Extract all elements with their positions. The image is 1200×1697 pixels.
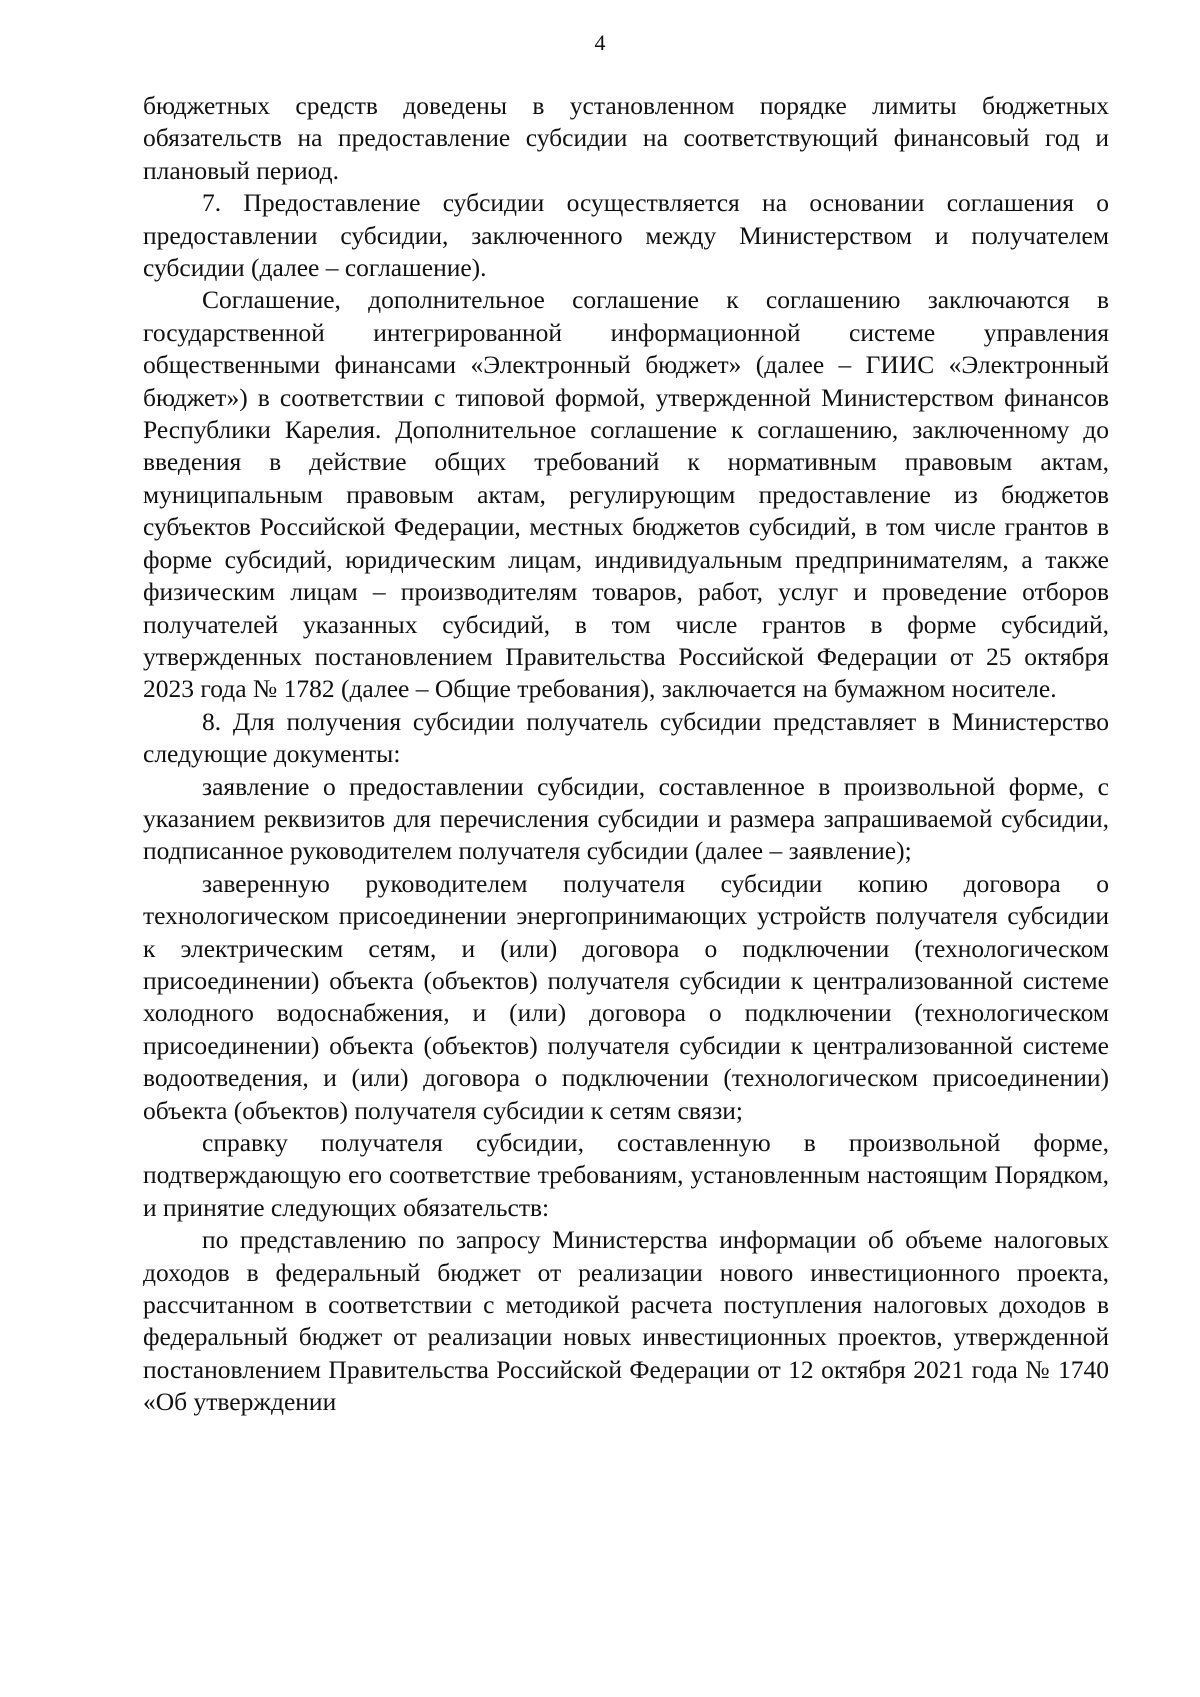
paragraph-certificate: справку получателя субсидии, составленную в произвольной форме, подтверждающую его соответствие требованиям, установленным настоящим Порядком, и принятие следующих обязательств: <box>143 1128 1109 1222</box>
paragraph-tax-info: по представлению по запросу Министерства информации об объеме налоговых доходов в федеральный бюджет от реализации нового инвестиционного проекта, рассчитанном в соответствии с методикой расчета поступления налоговых доходов в федеральный бюджет от реализации новых инвестиционных проектов, утвержденной постановлением Правительства Российской Федерации от 12 октября 2021 года № 1740 «Об утверждении <box>143 1225 1109 1417</box>
paragraph-item-7: 7. Предоставление субсидии осуществляется на основании соглашения о предоставлении субсидии, заключенного между Министерством и получателем субсидии (далее – соглашение). <box>143 188 1109 283</box>
paragraph-budget-limits: бюджетных средств доведены в установленном порядке лимиты бюджетных обязательств на предоставление субсидии на соответствующий финансовый год и плановый период. <box>143 91 1109 185</box>
document-body <box>143 90 1109 1419</box>
paragraph-contract-copy: заверенную руководителем получателя субсидии копию договора о технологическом присоединении энергопринимающих устройств получателя субсидии к электрическим сетям, и (или) договора о подключении (технологическом присоединении) объекта (объектов) получателя субсидии к централизованной системе холодного водоснабжения, и (или) договора о подключении (технологическом присоединении) объекта (объектов) получателя субсидии к централизованной системе водоотведения, и (или) договора о подключении (технологическом присоединении) объекта (объектов) получателя субсидии к сетям связи; <box>143 868 1109 1125</box>
paragraph-agreement: Соглашение, дополнительное соглашение к соглашению заключаются в государственной интегрированной информационной системе управления общественными финансами «Электронный бюджет» (далее – ГИИС «Электронный бюджет») в соответствии с типовой формой, утвержденной Министерством финансов Республики Карелия. Дополнительное соглашение к соглашению, заключенному до введения в действие общих требований к нормативным правовым актам, муниципальным правовым актам, регулирующим предоставление из бюджетов субъектов Российской Федерации, местных бюджетов субсидий, в том числе грантов в форме субсидий, юридическим лицам, индивидуальным предпринимателям, а также физическим лицам – производителям товаров, работ, услуг и проведение отборов получателей указанных субсидий, в том числе грантов в форме субсидий, утвержденных постановлением Правительства Российской Федерации от 25 октября 2023 года № 1782 (далее – Общие требования), заключается на бумажном носителе. <box>143 285 1109 704</box>
page-number: 4 <box>594 30 606 55</box>
paragraph-application: заявление о предоставлении субсидии, составленное в произвольной форме, с указанием реквизитов для перечисления субсидии и размера запрашиваемой субсидии, подписанное руководителем получателя субсидии (далее – заявление); <box>143 771 1109 866</box>
paragraph-item-8: 8. Для получения субсидии получатель субсидии представляет в Министерство следующие документы: <box>143 706 1109 769</box>
